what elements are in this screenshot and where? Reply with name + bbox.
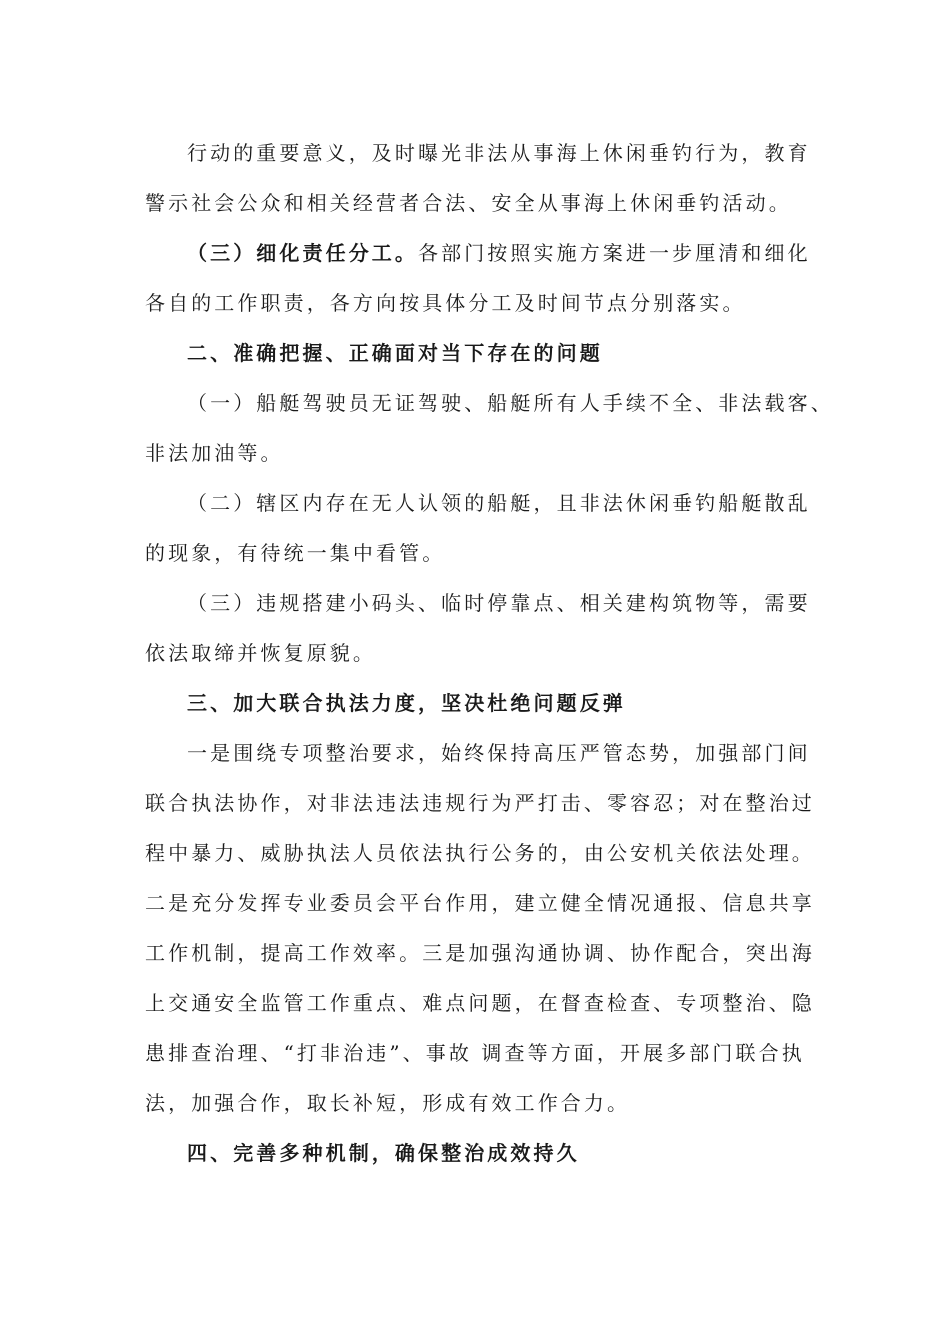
paragraph-line: 工作机制，提高工作效率。三是加强沟通协调、协作配合，突出海 bbox=[145, 941, 815, 965]
paragraph-line: 法，加强合作，取长补短，形成有效工作合力。 bbox=[145, 1091, 631, 1115]
paragraph-line: 一是围绕专项整治要求，始终保持高压严管态势，加强部门间 bbox=[187, 741, 811, 765]
paragraph-line: 程中暴力、威胁执法人员依法执行公务的，由公安机关依法处理。 bbox=[145, 841, 815, 865]
paragraph-line bbox=[187, 239, 811, 267]
paragraph-line: （二）辖区内存在无人认领的船艇，且非法休闲垂钓船艇散乱 bbox=[187, 491, 811, 515]
subheading-inline: （三）细化责任分工。 bbox=[187, 241, 418, 265]
paragraph-line: 的现象，有待统一集中看管。 bbox=[145, 541, 446, 565]
paragraph-line: 警示社会公众和相关经营者合法、安全从事海上休闲垂钓活动。 bbox=[145, 191, 792, 215]
paragraph-line: 非法加油等。 bbox=[145, 441, 284, 465]
section-heading: 二、准确把握、正确面对当下存在的问题 bbox=[187, 341, 603, 365]
paragraph-line: （一）船艇驾驶员无证驾驶、船艇所有人手续不全、非法载客、 bbox=[187, 391, 834, 415]
paragraph-line: 上交通安全监管工作重点、难点问题，在督查检查、专项整治、隐 bbox=[145, 991, 815, 1015]
paragraph-line: 依法取缔并恢复原貌。 bbox=[145, 641, 376, 665]
paragraph-text: 各部门按照实施方案进一步厘清和细化 bbox=[418, 241, 811, 265]
paragraph-line: 二是充分发挥专业委员会平台作用，建立健全情况通报、信息共享 bbox=[145, 891, 815, 915]
paragraph-line: 患排查治理、“打非治违”、事故 调查等方面，开展多部门联合执 bbox=[145, 1041, 805, 1065]
paragraph-line: 联合执法协作，对非法违法违规行为严打击、零容忍；对在整治过 bbox=[145, 791, 815, 815]
paragraph-line: （三）违规搭建小码头、临时停靠点、相关建构筑物等，需要 bbox=[187, 591, 811, 615]
section-heading: 三、加大联合执法力度，坚决杜绝问题反弹 bbox=[187, 691, 626, 715]
paragraph-line: 行动的重要意义，及时曝光非法从事海上休闲垂钓行为，教育 bbox=[187, 141, 811, 165]
paragraph-line: 各自的工作职责，各方向按具体分工及时间节点分别落实。 bbox=[145, 291, 746, 315]
section-heading: 四、完善多种机制，确保整治成效持久 bbox=[187, 1141, 580, 1165]
